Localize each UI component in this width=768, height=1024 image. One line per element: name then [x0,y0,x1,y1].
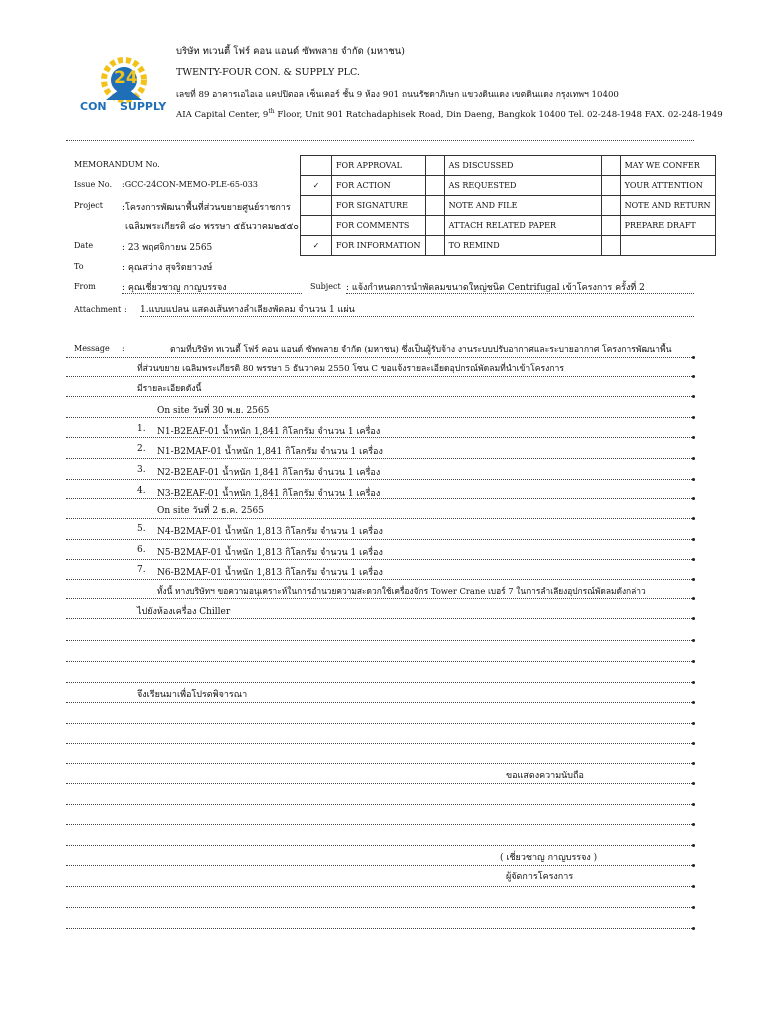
company-name-en: TWENTY-FOUR CON. & SUPPLY PLC. [176,67,360,78]
ruled-line [66,539,694,540]
grid-check-cell [425,196,444,216]
message-colon: : [122,344,125,353]
fan-item-text: N3-B2EAF-01 น้ำหนัก 1,841 กิโลกรัม จำนวน 1 เครื่อง [157,489,381,499]
message-para1-line3: มีรายละเอียดดังนี้ [137,384,202,394]
company-logo [76,56,172,118]
grid-row [301,216,716,236]
fan-item-text: N1-B2EAF-01 น้ำหนัก 1,841 กิโลกรัม จำนวน 1 เครื่อง [157,427,381,437]
closing-text: จึงเรียนมาเพื่อโปรดพิจารณา [137,690,248,700]
line-end-dot [692,722,695,725]
fan-item-text: N2-B2EAF-01 น้ำหนัก 1,841 กิโลกรัม จำนวน 1 เครื่อง [157,468,381,478]
grid-option-cell: FOR ACTION [332,176,426,196]
grid-check-cell [301,196,332,216]
line-end-dot [692,497,695,500]
line-end-dot [692,538,695,541]
ruled-line [66,396,694,397]
ruled-line [66,598,694,599]
fan-item-number: 6. [137,545,146,555]
grid-option-cell: YOUR ATTENTION [620,176,715,196]
attachment-label: Attachment [74,305,122,314]
line-end-dot [692,906,695,909]
logo-number: 24 [114,68,138,88]
line-end-dot [692,416,695,419]
line-end-dot [692,478,695,481]
from-label: From [74,282,96,291]
ruled-line [66,437,694,438]
ruled-line [66,376,694,377]
grid-check-cell [601,216,620,236]
fan-item-number: 1. [137,424,146,434]
onsite-date-1: On site วันที่ 30 พ.ย. 2565 [157,406,270,416]
fan-item-number: 5. [137,524,146,534]
line-end-dot [692,823,695,826]
grid-row [301,236,716,256]
grid-option-cell: NOTE AND RETURN [620,196,715,216]
grid-check-cell: ✓ [301,236,332,256]
ruled-line [66,618,694,619]
grid-check-cell [601,236,620,256]
line-end-dot [692,639,695,642]
company-address-en [176,108,723,120]
line-end-dot [692,395,695,398]
grid-check-cell [425,176,444,196]
ruled-line [66,907,694,908]
grid-check-cell [601,196,620,216]
dotted-leader [122,293,302,294]
grid-check-cell [301,216,332,236]
address-en-part: Floor, Unit 901 Ratchadaphisek Road, Din Daeng, Bangkok 10400 Tel. 02-248-1948 FAX. 02-248-1949 [274,109,723,120]
ruled-line [66,559,694,560]
fan-item-text: N6-B2MAF-01 น้ำหนัก 1,813 กิโลกรัม จำนวน 1 เครื่อง [157,568,383,578]
grid-option-cell: ATTACH RELATED PAPER [444,216,601,236]
line-end-dot [692,681,695,684]
line-end-dot [692,436,695,439]
line-end-dot [692,457,695,460]
action-grid [300,155,716,256]
ruled-line [66,682,694,683]
grid-check-cell: ✓ [301,176,332,196]
issue-label: Issue No. [74,180,113,189]
grid-row [301,176,716,196]
grid-option-cell: FOR APPROVAL [332,156,426,176]
line-end-dot [692,578,695,581]
ruled-line [66,845,694,846]
logo-text-supply: SUPPLY [120,100,167,113]
project-label: Project [74,201,103,210]
regards-text: ขอแสดงความนับถือ [506,771,584,781]
subject-label: Subject [310,282,341,291]
dotted-leader [140,316,694,317]
separator-line [66,140,694,141]
subject-value: : แจ้งกำหนดการนำพัดลมขนาดใหญ่ชนิด Centrifugal เข้าโครงการ ครั้งที่ 2 [346,283,645,293]
ruled-line [66,865,694,866]
line-end-dot [692,927,695,930]
grid-option-cell: FOR COMMENTS [332,216,426,236]
fan-item-number: 7. [137,565,146,575]
ruled-line [66,743,694,744]
ruled-line [66,763,694,764]
line-end-dot [692,660,695,663]
line-end-dot [692,701,695,704]
line-end-dot [692,803,695,806]
attachment-colon: : [124,305,127,314]
message-para1-line2: ที่ส่วนขยาย เฉลิมพระเกียรติ 80 พรรษา 5 ธันวาคม 2550 โซน C ขอแจ้งรายละเอียดอุปกรณ์พัดลมที่นำเข้าโครงการ [137,364,564,374]
grid-check-cell [425,156,444,176]
line-end-dot [692,844,695,847]
ruled-line [66,579,694,580]
logo-text-con: CON [80,100,107,113]
grid-option-cell: FOR INFORMATION [332,236,426,256]
grid-check-cell [601,156,620,176]
grid-check-cell [425,216,444,236]
attachment-value: 1.แบบแปลน แสดงเส้นทางลำเลียงพัดลม จำนวน 1 แผ่น [140,305,355,315]
address-en-part: AIA Capital Center, 9 [176,109,269,120]
company-address-th: เลขที่ 89 อาคารเอไอเอ แคปปิตอล เซ็นเตอร์ ชั้น 9 ห้อง 901 ถนนรัชดาภิเษก แขวงดินแดง เขตดินแดง กรุงเทพฯ 10400 [176,90,619,100]
ruled-line [66,518,694,519]
from-value: : คุณเชี่ยวชาญ กาญบรรจง [122,283,227,293]
line-end-dot [692,356,695,359]
grid-row [301,196,716,216]
grid-option-cell: FOR SIGNATURE [332,196,426,216]
signer-name: ( เชี่ยวชาญ กาญบรรจง ) [500,853,598,863]
fan-item-text: N1-B2MAF-01 น้ำหนัก 1,841 กิโลกรัม จำนวน 1 เครื่อง [157,447,383,457]
company-name-th: บริษัท ทเวนตี้ โฟร์ คอน แอนด์ ซัพพลาย จำกัด (มหาชน) [176,46,406,57]
line-end-dot [692,742,695,745]
ruled-line [66,458,694,459]
fan-item-text: N5-B2MAF-01 น้ำหนัก 1,813 กิโลกรัม จำนวน 1 เครื่อง [157,548,383,558]
ruled-line [66,357,694,358]
project-value-line1: :โครงการพัฒนาพื้นที่ส่วนขยายศูนย์ราชการ [122,203,291,213]
ruled-line [66,804,694,805]
line-end-dot [692,782,695,785]
dotted-leader [346,293,694,294]
ruled-line [66,702,694,703]
line-end-dot [692,617,695,620]
line-end-dot [692,558,695,561]
address-en-sup: th [268,108,275,115]
grid-row [301,156,716,176]
line-end-dot [692,864,695,867]
grid-check-cell [425,236,444,256]
line-end-dot [692,762,695,765]
grid-option-cell [620,236,715,256]
grid-option-cell: TO REMIND [444,236,601,256]
ruled-line [66,498,694,499]
message-label: Message [74,344,110,353]
fan-item-number: 4. [137,486,146,496]
grid-check-cell [601,176,620,196]
ruled-line [66,928,694,929]
ruled-line [66,417,694,418]
signer-title: ผู้จัดการโครงการ [506,872,574,882]
project-value-line2: เฉลิมพระเกียรติ ๘๐ พรรษา ๕ธันวาคม๒๕๕๐ [125,222,299,232]
fan-item-number: 3. [137,465,146,475]
line-end-dot [692,885,695,888]
ruled-line [66,723,694,724]
grid-option-cell: PREPARE DRAFT [620,216,715,236]
ruled-line [66,479,694,480]
memo-title: MEMORANDUM No. [74,160,160,169]
message-para1-line1: ตามที่บริษัท ทเวนตี้ โฟร์ คอน แอนด์ ซัพพลาย จำกัด (มหาชน) ซึ่งเป็นผู้รับจ้าง งานระบบปรับอากาศและระบายอากาศ โครงการพัฒนาพื้น [170,345,672,355]
fan-item-text: N4-B2MAF-01 น้ำหนัก 1,813 กิโลกรัม จำนวน 1 เครื่อง [157,527,383,537]
ruled-line [66,640,694,641]
date-value: : 23 พฤศจิกายน 2565 [122,243,213,253]
to-label: To [74,262,84,271]
line-end-dot [692,375,695,378]
ruled-line [66,661,694,662]
issue-value: :GCC-24CON-MEMO-PLE-65-033 [122,180,258,189]
grid-option-cell: NOTE AND FILE [444,196,601,216]
ruled-line [66,783,694,784]
line-end-dot [692,517,695,520]
message-para2-line1: ทั้งนี้ ทางบริษัทฯ ขอความอนุเคราะห์ในการอำนวยความสะดวกใช้เครื่องจักร Tower Crane เบอร์ 7 ในการลำเลียงอุปกรณ์พัดลมดังกล่าว [157,586,646,596]
message-para2-line2: ไปยังห้องเครื่อง Chiller [137,607,231,617]
ruled-line [66,886,694,887]
onsite-date-2: On site วันที่ 2 ธ.ค. 2565 [157,506,264,516]
grid-option-cell: MAY WE CONFER [620,156,715,176]
line-end-dot [692,597,695,600]
ruled-line [66,824,694,825]
grid-option-cell: AS REQUESTED [444,176,601,196]
grid-option-cell: AS DISCUSSED [444,156,601,176]
to-value: : คุณสว่าง สุจริตยาวงษ์ [122,263,213,273]
date-label: Date [74,241,94,250]
fan-item-number: 2. [137,444,146,454]
grid-check-cell [301,156,332,176]
